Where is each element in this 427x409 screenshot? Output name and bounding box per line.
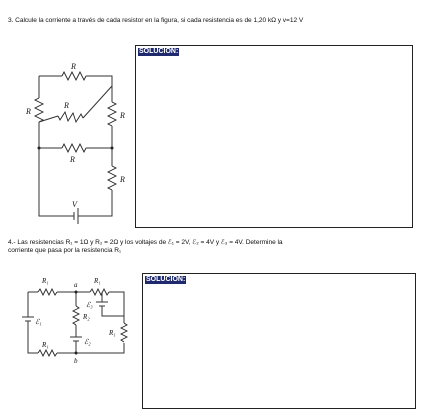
problem-4-circuit-diagram bbox=[18, 271, 138, 371]
problem-4-text bbox=[8, 239, 422, 255]
problem-3-circuit-diagram bbox=[22, 58, 134, 226]
resistor-top bbox=[62, 72, 86, 80]
resistor-r2-center bbox=[73, 306, 79, 325]
label-r1-bottom-left: R₁ bbox=[42, 341, 49, 349]
resistor-right-bottom bbox=[108, 166, 116, 190]
label-r-mid: R bbox=[70, 155, 75, 164]
problem-4-line-2: corriente que pasa por la resistencia R₁ bbox=[8, 247, 122, 254]
label-node-a: a bbox=[74, 281, 78, 289]
problem-4-line-1: 4.- Las resistencias R₁ = 1Ω y R₂ = 2Ω y los voltajes de ℰ₁ = 2V, ℰ₂ = 4V y ℰ₃ = 4V. Determine la bbox=[8, 239, 283, 246]
battery-v bbox=[74, 208, 78, 224]
label-r-left: R bbox=[26, 107, 31, 116]
label-r-diag: R bbox=[64, 101, 69, 110]
label-e1: ℰ₁ bbox=[35, 318, 42, 326]
problem-3-text: 3. Calcule la corriente a través de cada resistor en la figura, si cada resistencia es de 1,20 kΩ y v=12 V bbox=[8, 17, 304, 24]
resistor-r1-bottom-left bbox=[38, 350, 57, 356]
resistor-right-top bbox=[108, 102, 116, 126]
label-node-b: b bbox=[74, 357, 78, 365]
label-r1-top-left: R₁ bbox=[42, 277, 49, 285]
battery-e3 bbox=[96, 302, 108, 306]
resistor-middle bbox=[62, 144, 86, 152]
label-e3: ℰ₃ bbox=[86, 301, 93, 309]
label-r-top: R bbox=[71, 62, 76, 71]
label-r1-top-right: R₁ bbox=[94, 277, 101, 285]
problem-3-answer-box[interactable] bbox=[135, 45, 413, 228]
label-e2: ℰ₂ bbox=[84, 338, 91, 346]
resistor-r1-top-right bbox=[90, 289, 109, 295]
problem-3-solution-label: SOLUCIÓN: bbox=[139, 48, 179, 55]
label-r1-right: R₁ bbox=[109, 329, 116, 337]
resistor-left bbox=[35, 98, 43, 122]
battery-e2 bbox=[70, 337, 82, 341]
problem-4-solution-label: SOLUCIÓN: bbox=[146, 276, 186, 283]
label-r2-center: R₂ bbox=[83, 313, 90, 321]
resistor-r1-top-left bbox=[38, 289, 57, 295]
label-v: V bbox=[72, 200, 77, 209]
battery-e1 bbox=[22, 317, 34, 321]
problem-4-answer-box[interactable] bbox=[142, 273, 416, 409]
label-r-right-top: R bbox=[120, 111, 125, 120]
label-r-right-bottom: R bbox=[120, 175, 125, 184]
resistor-diagonal bbox=[58, 112, 83, 122]
resistor-r1-right bbox=[121, 323, 127, 342]
